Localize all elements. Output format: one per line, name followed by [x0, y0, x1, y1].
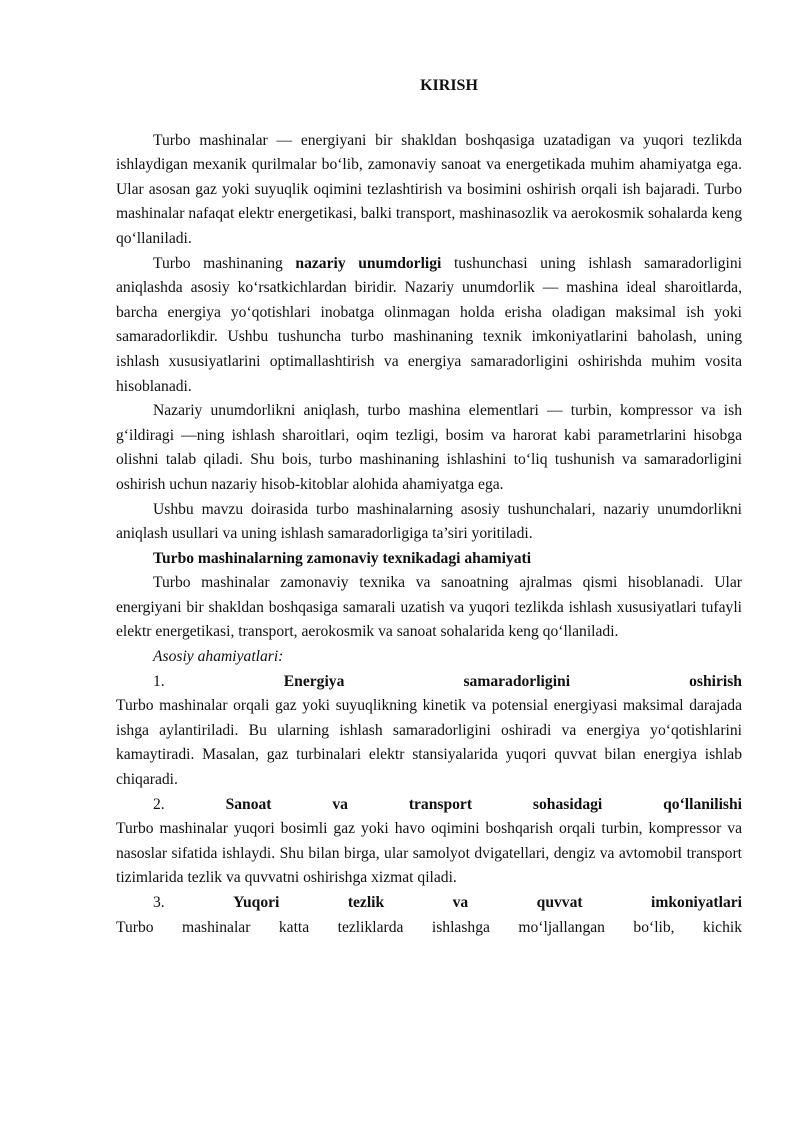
heading-word: Energiya — [283, 672, 345, 690]
paragraph-text: tushunchasi uning ishlash samaradorligini aniqlashda asosiy ko‘rsatkichlardan biridir. Nazariy unumdorlik — mashina ideal sharoitlarda, barcha energiya yo‘qotishlari inobatga olinmagan holda erisha oladigan maksimal ish yoki samaradorlikdir. Ushbu tushuncha turbo mashinaning texnik imkoniyatlarini baholash, uning ishlash xususiyatlarini optimallashtirish va energiya samaradorligini oshirishda muhim vosita hisoblanadi. — [116, 254, 742, 395]
intro-paragraph-4: Ushbu mavzu doirasida turbo mashinalarning asosiy tushunchalari, nazariy unumdorlikni aniqlash usullari va uning ishlash samaradorligiga ta’siri yoritiladi. — [116, 500, 742, 543]
list-item-2-text: Turbo mashinalar yuqori bosimli gaz yoki havo oqimini boshqarish orqali turbin, kompressor va nasoslar sifatida ishlaydi. Shu bilan birga, ular samolyot dvigatellari, dengiz va avtomobil transport tizimlarida tezlik va quvvatni oshirishga xizmat qiladi. — [116, 820, 742, 887]
heading-word: tezlik — [347, 894, 385, 911]
list-number: 2. — [153, 795, 165, 813]
heading-word: transport — [408, 795, 473, 813]
heading-word: quvvat — [536, 894, 583, 911]
page-title: KIRISH — [420, 77, 478, 94]
intro-paragraph-1: Turbo mashinalar — energiyani bir shakldan boshqasiga uzatadigan va yuqori tezlikda ishlaydigan mexanik qurilmalar bo‘lib, zamonaviy sanoat va energetikada muhim ahamiyatga ega. Ular asosan gaz yoki suyuqlik oqimini tezlashtirish va bosimini oshirish orqali ish bajaradi. Turbo mashinalar nafaqat elektr energetikasi, balki transport, mashinasozlik va aerokosmik sohalarda keng qo‘llaniladi. — [116, 131, 742, 247]
list-intro: Asosiy ahamiyatlari: — [153, 648, 284, 666]
heading-word: sohasidagi — [532, 795, 603, 813]
paragraph-text: Turbo mashinaning — [153, 254, 296, 272]
intro-paragraph-2 — [116, 252, 742, 400]
heading-word: imkoniyatlari — [651, 894, 742, 911]
section-paragraph: Turbo mashinalar zamonaviy texnika va sanoatning ajralmas qismi hisoblanadi. Ular energiyani bir shakldan boshqasiga samarali uzatish va yuqori tezlikda ishlash xususiyatlari tufayli elektr energetikasi, transport, aerokosmik va sanoat sohalarida keng qo‘llaniladi. — [116, 574, 742, 641]
heading-word: qo‘llanilishi — [663, 795, 742, 813]
document-page — [116, 74, 742, 940]
intro-paragraph-3: Nazariy unumdorlikni aniqlash, turbo mashina elementlari — turbin, kompressor va ish g‘ildiragi —ning ishlash sharoitlari, oqim tezligi, bosim va harorat kabi parametrlarini hisobga olishni talab qiladi. Shu bois, turbo mashinaning ishlashini to‘liq tushunish va samaradorligini oshirish uchun nazariy hisob-kitoblar alohida ahamiyatga ega. — [116, 402, 742, 493]
list-number: 3. — [153, 894, 165, 911]
section-subheading — [116, 547, 742, 572]
bold-term: nazariy unumdorligi — [295, 254, 442, 272]
heading-word: va — [452, 894, 469, 911]
list-item-3-text: Turbo mashinalar katta tezliklarda ishlashga mo‘ljallangan bo‘lib, kichik — [116, 918, 742, 936]
subheading-text: Turbo mashinalarning zamonaviy texnikadagi ahamiyati — [153, 549, 532, 567]
heading-word: oshirish — [689, 672, 742, 690]
list-item-2-heading — [116, 793, 742, 818]
heading-word: Sanoat — [225, 795, 272, 813]
heading-word: va — [332, 795, 348, 813]
heading-word: samaradorligini — [463, 672, 571, 690]
list-item-3-heading — [116, 891, 742, 916]
heading-word: Yuqori — [233, 894, 280, 911]
list-item-1-text: Turbo mashinalar orqali gaz yoki suyuqlikning kinetik va potensial energiyasi maksimal darajada ishga aylantiriladi. Bu ularning ishlash samaradorligini oshiradi va energiya yo‘qotishlarini kamaytiradi. Masalan, gaz turbinalari elektr stansiyalarida yuqori quvvat bilan energiya ishlab chiqaradi. — [116, 697, 742, 789]
list-number: 1. — [153, 672, 165, 690]
list-item-1-heading — [116, 670, 742, 695]
